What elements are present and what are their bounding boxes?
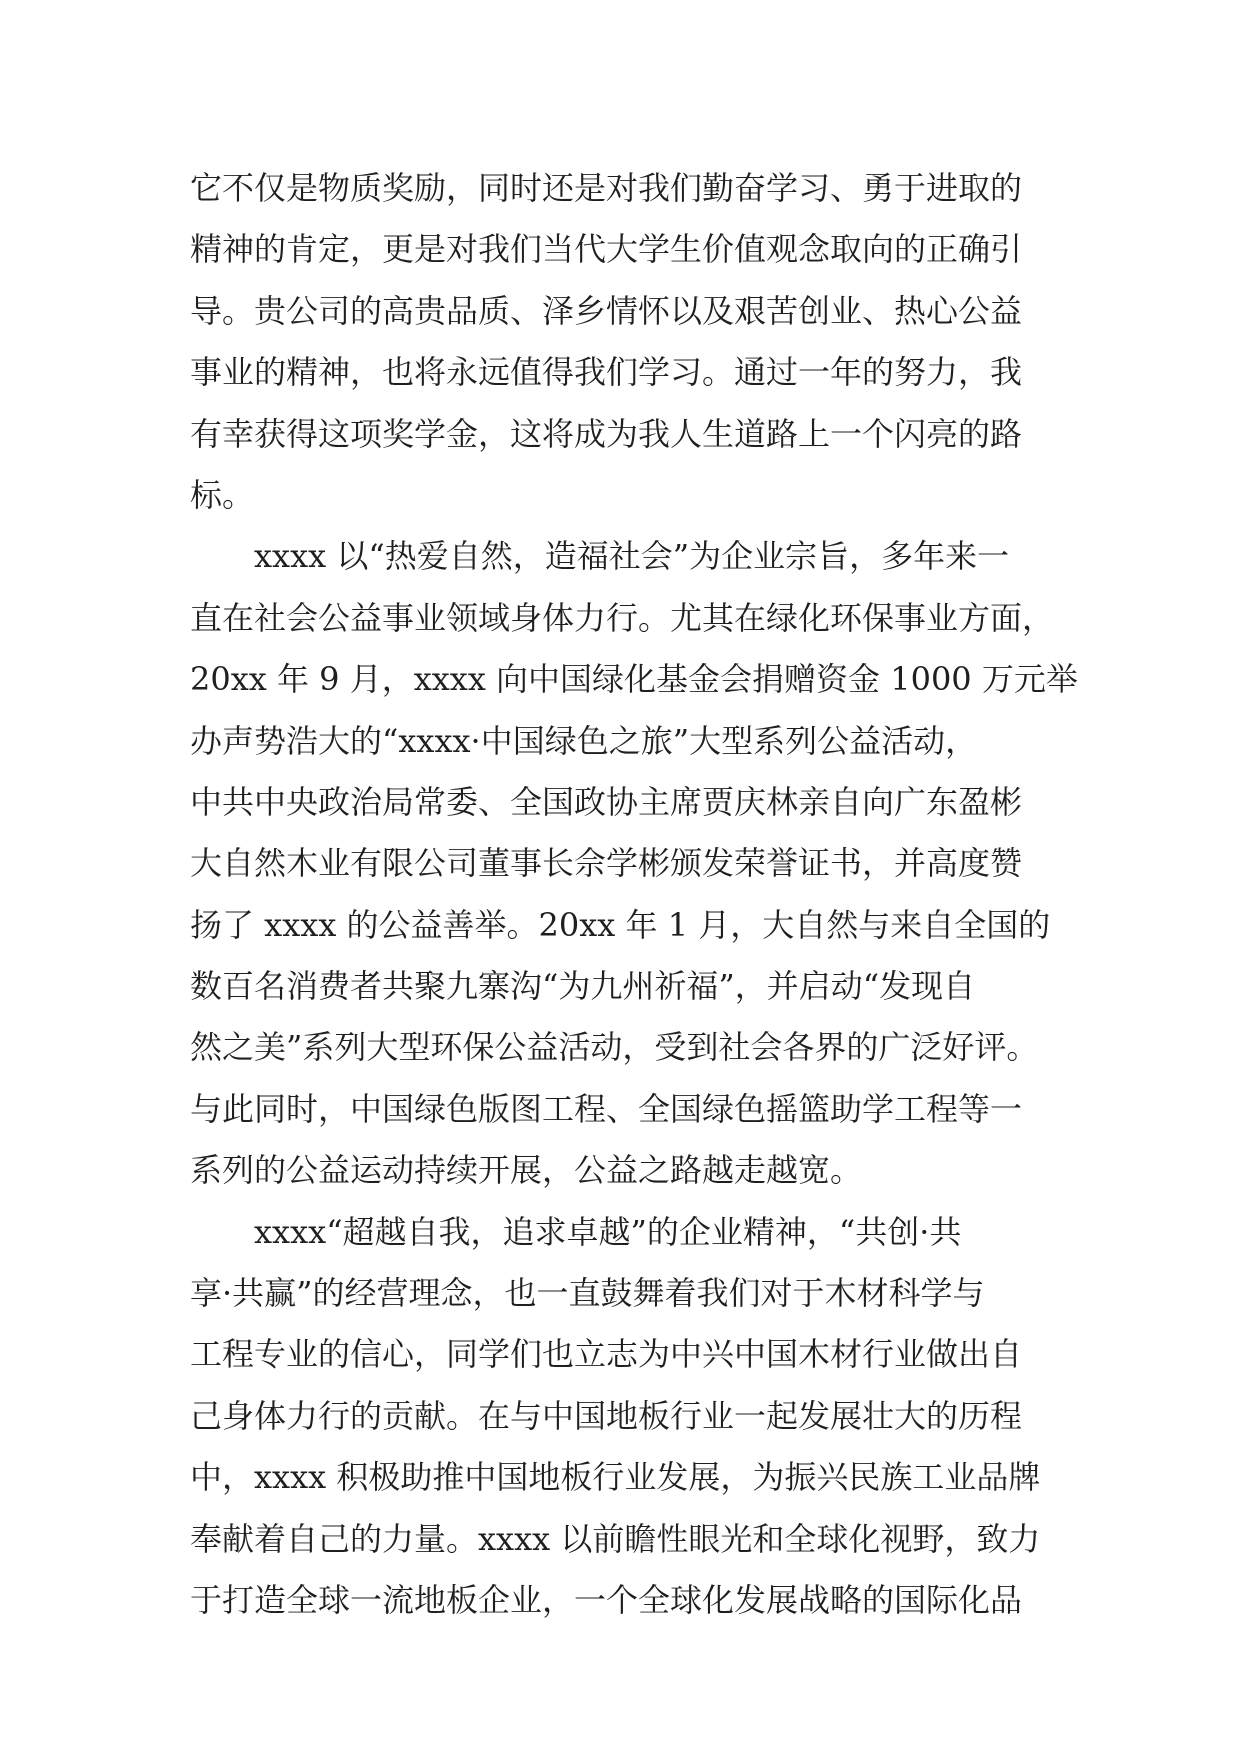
text-line: 标。 bbox=[190, 475, 255, 514]
text-line: 于打造全球一流地板企业，一个全球化发展战略的国际化品 bbox=[190, 1580, 1023, 1619]
text-line: 系列的公益运动持续开展，公益之路越走越宽。 bbox=[190, 1151, 863, 1190]
text-line: 数百名消费者共聚九寨沟“为九州祈福”，并启动“发现自 bbox=[190, 967, 976, 1006]
text-line: 然之美”系列大型环保公益活动，受到社会各界的广泛好评。 bbox=[190, 1028, 1039, 1067]
text-line: 办声势浩大的“xxxx·中国绿色之旅”大型系列公益活动， bbox=[190, 721, 978, 760]
text-line: 直在社会公益事业领域身体力行。尤其在绿化环保事业方面， bbox=[190, 598, 1055, 637]
text-line: 导。贵公司的高贵品质、泽乡情怀以及艰苦创业、热心公益 bbox=[190, 291, 1023, 330]
text-line: 享·共赢”的经营理念，也一直鼓舞着我们对于木材科学与 bbox=[190, 1274, 985, 1313]
text-line: xxxx“超越自我，追求卓越”的企业精神，“共创·共 bbox=[254, 1212, 962, 1251]
text-line: 20xx 年 9 月，xxxx 向中国绿化基金会捐赠资金 1000 万元举 bbox=[190, 660, 1078, 699]
text-line: xxxx 以“热爱自然，造福社会”为企业宗旨，多年来一 bbox=[254, 537, 1010, 576]
text-line: 与此同时，中国绿色版图工程、全国绿色摇篮助学工程等一 bbox=[190, 1089, 1023, 1128]
paragraph-3 bbox=[190, 1202, 1060, 1632]
text-line: 中共中央政治局常委、全国政协主席贾庆林亲自向广东盈彬 bbox=[190, 782, 1023, 821]
text-line: 己身体力行的贡献。在与中国地板行业一起发展壮大的历程 bbox=[190, 1396, 1023, 1435]
paragraph-1 bbox=[190, 158, 1060, 526]
text-line: 它不仅是物质奖励，同时还是对我们勤奋学习、勇于进取的 bbox=[190, 169, 1023, 207]
text-line: 有幸获得这项奖学金，这将成为我人生道路上一个闪亮的路 bbox=[190, 414, 1023, 453]
text-line: 精神的肯定，更是对我们当代大学生价值观念取向的正确引 bbox=[190, 230, 1023, 269]
text-line: 扬了 xxxx 的公益善举。20xx 年 1 月，大自然与来自全国的 bbox=[190, 905, 1051, 944]
text-line: 事业的精神，也将永远值得我们学习。通过一年的努力，我 bbox=[190, 353, 1023, 392]
paragraph-2 bbox=[190, 526, 1078, 1201]
text-line: 奉献着自己的力量。xxxx 以前瞻性眼光和全球化视野，致力 bbox=[190, 1519, 1041, 1558]
text-line: 大自然木业有限公司董事长佘学彬颁发荣誉证书，并高度赞 bbox=[190, 844, 1023, 883]
text-line: 中，xxxx 积极助推中国地板行业发展，为振兴民族工业品牌 bbox=[190, 1458, 1041, 1497]
text-line: 工程专业的信心，同学们也立志为中兴中国木材行业做出自 bbox=[190, 1335, 1023, 1374]
document-body bbox=[190, 158, 1078, 1631]
